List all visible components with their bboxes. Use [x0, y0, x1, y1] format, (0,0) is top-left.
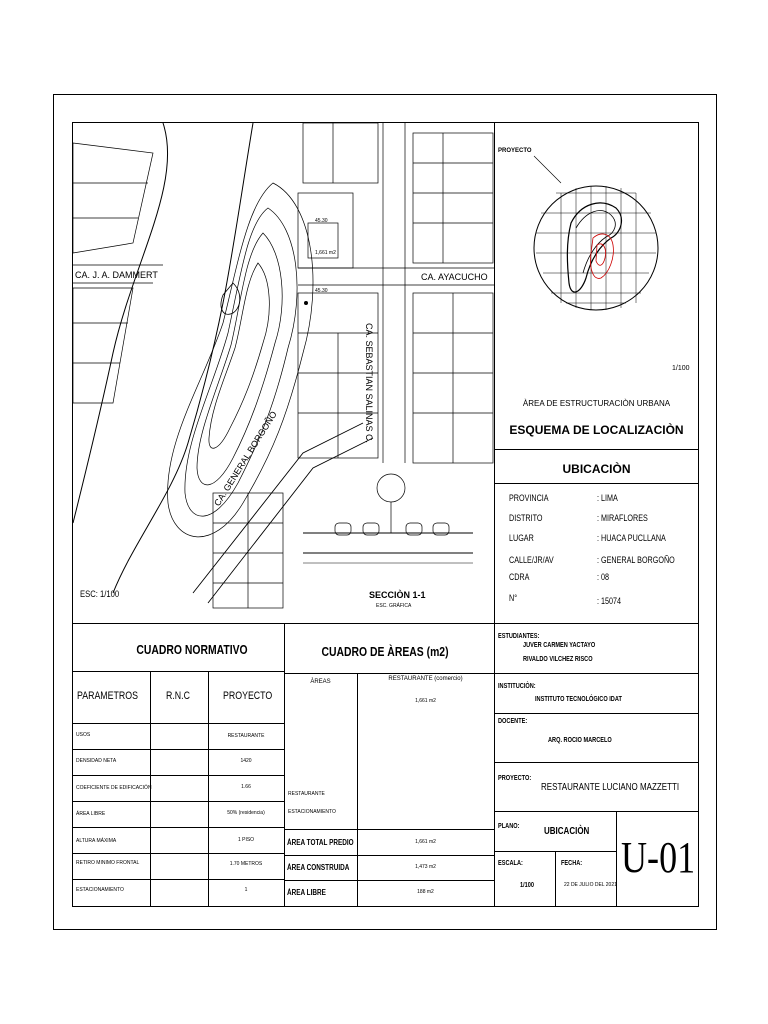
- lot-area-label: 1,661 m2: [315, 250, 336, 256]
- ubicacion-label-cdra: CDRA: [509, 572, 530, 582]
- normativo-row-line-3: [72, 801, 284, 802]
- street-ayacucho-label: CA. AYACUCHO: [421, 272, 488, 282]
- ubicacion-label-distrito: DISTRITO: [509, 513, 543, 523]
- divider-right: [494, 123, 495, 907]
- normativo-header-proyecto: PROYECTO: [223, 690, 273, 702]
- section-scale: ESC. GRÁFICA: [376, 603, 412, 609]
- areas-libre-label: ÁREA LIBRE: [287, 888, 326, 897]
- normativo-proyecto-altura: 1 PISO: [237, 837, 255, 843]
- tb-line-2: [494, 713, 699, 714]
- normativo-proyecto-retiro: 1.70 METROS: [229, 861, 263, 867]
- sheet-code: U-01: [621, 833, 696, 882]
- divider-normativo-areas: [284, 623, 285, 907]
- street-borgono-label: CA. GENERAL BORGOÑO: [212, 409, 279, 508]
- plano-label: PLANO:: [498, 823, 520, 830]
- site-plan-drawing: [73, 123, 494, 623]
- areas-header-line: [284, 673, 494, 674]
- normativo-header-bottom: [72, 723, 284, 724]
- normativo-proyecto-area-libre: 50% (residencia): [227, 810, 265, 816]
- proyecto-label: PROYECTO:: [498, 775, 532, 782]
- ubicacion-value-provincia: : LIMA: [597, 493, 618, 503]
- location-map: [531, 133, 661, 388]
- lot-label-top: 45.30: [315, 218, 328, 224]
- normativo-param-estacionamiento: ESTACIONAMIENTO: [76, 887, 124, 893]
- areas-header-areas: ÀREAS: [310, 679, 331, 685]
- ubicacion-label-calle: CALLE/JR/AV: [509, 555, 554, 565]
- bottom-divider: [72, 623, 699, 624]
- institution-value: INSTITUTO TECNOLÓGICO IDAT: [535, 696, 622, 703]
- areas-item-estacionamiento: ESTACIONAMIENTO: [288, 809, 336, 815]
- normativo-proyecto-estacionamiento: 1: [244, 887, 248, 893]
- areas-totals-line-1: [284, 829, 494, 830]
- location-scale: 1/100: [672, 365, 690, 372]
- normativo-header-top: [72, 671, 284, 672]
- tb-line-1: [494, 673, 699, 674]
- normativo-row-line-5: [72, 853, 284, 854]
- ubicacion-value-numero: : 15074: [597, 596, 622, 606]
- section-title: SECCIÒN 1-1: [369, 590, 426, 600]
- ubicacion-value-distrito: : MIRAFLORES: [597, 513, 648, 523]
- area-estructuracion-label: ÀREA DE ESTRUCTURACIÒN URBANA: [522, 399, 671, 408]
- tb-line-3: [494, 762, 699, 763]
- ubicacion-value-lugar: : HUACA PUCLLANA: [597, 533, 666, 543]
- tb-line-4: [494, 811, 699, 812]
- students-label: ESTUDIANTES:: [498, 633, 540, 640]
- areas-restaurante-value: 1,661 m2: [415, 698, 436, 704]
- normativo-param-usos: USOS: [76, 732, 91, 738]
- areas-col: [357, 673, 358, 907]
- escala-label: ESCALA:: [498, 860, 523, 867]
- fecha-value: 22 DE JULIO DEL 2021: [564, 882, 617, 888]
- normativo-param-coeficiente: COEFICIENTE DE EDIFICACIÓN: [76, 785, 152, 791]
- ubicacion-value-calle: : GENERAL BORGOÑO: [597, 555, 675, 565]
- escala-value: 1/100: [520, 882, 535, 889]
- areas-construida-value: 1,473 m2: [415, 864, 436, 870]
- normativo-proyecto-densidad: 1420: [240, 758, 252, 764]
- normativo-title: CUADRO NORMATIVO: [136, 642, 248, 657]
- areas-total-predio-label: ÁREA TOTAL PREDIO: [287, 838, 354, 847]
- areas-libre-value: 188 m2: [417, 889, 434, 895]
- student-2: RIVALDO VILCHEZ RISCO: [523, 656, 593, 663]
- street-dammert-label: CA. J. A. DAMMERT: [75, 270, 158, 280]
- areas-construida-label: ÁREA CONSTRUIDA: [287, 863, 350, 872]
- project-pointer-label: PROYECTO: [498, 148, 532, 154]
- areas-totals-line-3: [284, 880, 494, 881]
- fecha-label: FECHA:: [561, 860, 583, 867]
- normativo-row-line-4: [72, 827, 284, 828]
- ubicacion-title: UBICACIÒN: [562, 462, 631, 476]
- normativo-proyecto-usos: RESTAURANTE: [227, 733, 265, 739]
- normativo-header-parametros: PARAMETROS: [77, 690, 138, 702]
- ubicacion-label-provincia: PROVINCIA: [509, 493, 549, 503]
- street-salinas-label: CA. SEBASTIAN SALINAS C.: [364, 323, 374, 444]
- normativo-row-line-6: [72, 879, 284, 880]
- proyecto-value: RESTAURANTE LUCIANO MAZZETTI: [541, 782, 680, 793]
- ubicacion-value-cdra: : 08: [597, 572, 610, 582]
- areas-title: CUADRO DE ÀREAS (m2): [321, 644, 449, 659]
- ubicacion-label-numero: N°: [509, 593, 518, 603]
- tb-escala-divider: [555, 851, 556, 907]
- institution-label: INSTITUCIÒN:: [498, 683, 536, 690]
- normativo-proyecto-coeficiente: 1.66: [241, 784, 251, 790]
- areas-total-predio-value: 1,661 m2: [415, 839, 436, 845]
- normativo-row-line-2: [72, 775, 284, 776]
- normativo-param-altura: ALTURA MÁXIMA: [76, 838, 117, 844]
- normativo-param-retiro: RETIRO MINIMO FRONTAL: [76, 860, 140, 866]
- normativo-row-line-1: [72, 749, 284, 750]
- lot-label-bottom: 45.30: [315, 288, 328, 294]
- map-scale-label: ESC: 1/100: [80, 589, 120, 599]
- student-1: JUVER CARMEN YACTAYO: [523, 642, 596, 649]
- ubicacion-divider: [494, 483, 699, 484]
- plano-value: UBICACIÒN: [544, 826, 590, 837]
- site-plan: [73, 123, 494, 623]
- divider-location: [494, 449, 699, 450]
- areas-header-restaurante: RESTAURANTE (comercio): [388, 676, 463, 682]
- docente-label: DOCENTE:: [498, 718, 528, 725]
- location-title: ESQUEMA DE LOCALIZACIÒN: [509, 423, 684, 437]
- normativo-param-area-libre: ÁREA LIBRE: [76, 811, 106, 817]
- areas-item-restaurante: RESTAURANTE: [288, 791, 325, 797]
- areas-totals-line-2: [284, 855, 494, 856]
- tb-code-divider: [616, 811, 617, 907]
- normativo-param-densidad: DENSIDAD NETA: [76, 758, 117, 764]
- normativo-header-rnc: R.N.C: [166, 690, 190, 702]
- ubicacion-label-lugar: LUGAR: [509, 533, 534, 543]
- docente-value: ARQ. ROCIO MARCELO: [548, 737, 612, 744]
